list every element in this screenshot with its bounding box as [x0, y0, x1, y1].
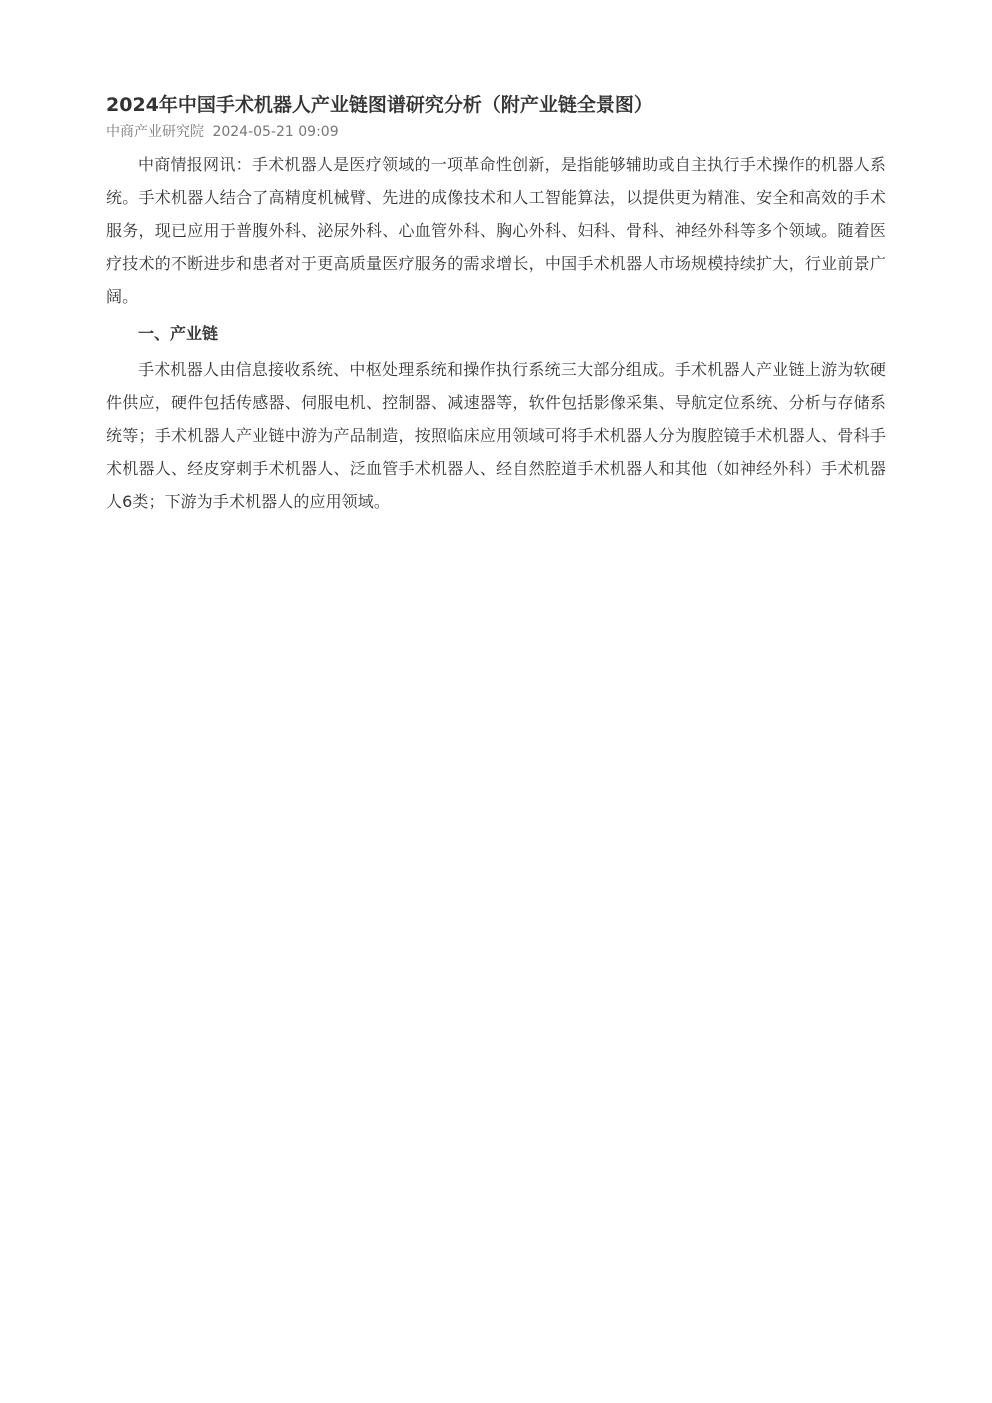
- article: [106, 88, 886, 518]
- section-heading-industry-chain: 一、产业链: [138, 324, 219, 343]
- intro-paragraph: 中商情报网讯：手术机器人是医疗领域的一项革命性创新，是指能够辅助或自主执行手术操作的机器人系统。手术机器人结合了高精度机械臂、先进的成像技术和人工智能算法，以提供更为精准、安全和高效的手术服务，现已应用于普腹外科、泌尿外科、心血管外科、胸心外科、妇科、骨科、神经外科等多个领域。随着医疗技术的不断进步和患者对于更高质量医疗服务的需求增长，中国手术机器人市场规模持续扩大，行业前景广阔。: [106, 155, 886, 306]
- article-datetime: 2024-05-21 09:09: [212, 124, 339, 140]
- article-title: 2024年中国手术机器人产业链图谱研究分析（附产业链全景图）: [106, 94, 653, 116]
- industry-chain-paragraph: 手术机器人由信息接收系统、中枢处理系统和操作执行系统三大部分组成。手术机器人产业链上游为软硬件供应，硬件包括传感器、伺服电机、控制器、减速器等，软件包括影像采集、导航定位系统、分析与存储系统等；手术机器人产业链中游为产品制造，按照临床应用领域可将手术机器人分为腹腔镜手术机器人、骨科手术机器人、经皮穿刺手术机器人、泛血管手术机器人、经自然腔道手术机器人和其他（如神经外科）手术机器人6类；下游为手术机器人的应用领域。: [106, 360, 886, 511]
- article-meta: [106, 122, 886, 142]
- article-source: 中商产业研究院: [106, 124, 204, 140]
